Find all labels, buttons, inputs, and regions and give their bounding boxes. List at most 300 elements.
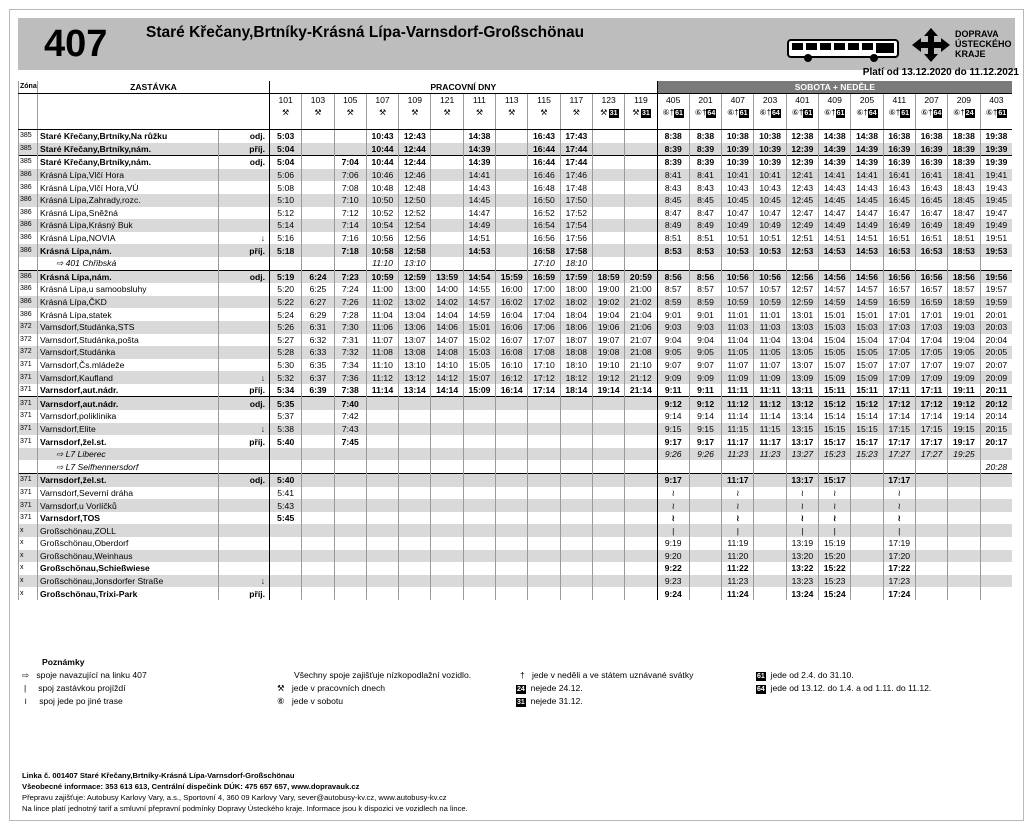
departure-time: 11:17 <box>754 435 786 448</box>
departure-time: 21:00 <box>625 283 657 296</box>
departure-time <box>722 460 754 473</box>
departure-time <box>302 550 334 563</box>
departure-time: 11:09 <box>754 371 786 384</box>
zone-header: Zóna <box>19 81 38 94</box>
departure-time: ≀ <box>657 499 689 512</box>
departure-time <box>302 410 334 423</box>
stop-name: Großschönau,Trixi-Park <box>38 587 219 600</box>
departure-time: 17:10 <box>528 359 560 372</box>
departure-time <box>302 435 334 448</box>
departure-time <box>851 487 883 500</box>
departure-time <box>270 575 302 588</box>
departure-time: 17:06 <box>528 321 560 334</box>
departure-time: 14:49 <box>463 219 495 232</box>
departure-time <box>625 587 657 600</box>
stop-name: Varnsdorf,Kaufland <box>38 371 219 384</box>
departure-time <box>592 537 624 550</box>
departure-time: ≀ <box>819 487 851 500</box>
departure-time: 14:53 <box>851 244 883 257</box>
stop-zone: 385 <box>19 156 38 169</box>
departure-time <box>366 474 398 487</box>
departure-time: 10:38 <box>754 130 786 143</box>
departure-time: 16:39 <box>915 143 947 156</box>
departure-time: 9:26 <box>657 448 689 461</box>
departure-time: 6:37 <box>302 371 334 384</box>
departure-time: 19:11 <box>948 384 980 397</box>
departure-time <box>980 550 1012 563</box>
note-sunday: † jede v neděli a ve státem uznávané svátky <box>520 670 694 680</box>
departure-time: 9:23 <box>657 575 689 588</box>
trip-number: 123 <box>601 95 616 105</box>
departure-time <box>560 397 592 410</box>
departure-time: 11:23 <box>754 448 786 461</box>
departure-time: 10:45 <box>722 194 754 207</box>
departure-time: 10:59 <box>754 296 786 309</box>
departure-time: 17:04 <box>528 308 560 321</box>
departure-time <box>334 487 366 500</box>
departure-time <box>560 460 592 473</box>
pass-through-icon: | <box>24 683 27 693</box>
departure-time: 14:55 <box>463 283 495 296</box>
departure-time: 9:07 <box>689 359 721 372</box>
brand-line-1: DOPRAVA <box>955 29 999 39</box>
departure-time: 8:43 <box>689 181 721 194</box>
departure-time: 15:09 <box>819 371 851 384</box>
departure-time <box>948 474 980 487</box>
departure-time <box>431 244 463 257</box>
departure-time: 15:01 <box>851 308 883 321</box>
timetable-page <box>9 9 1024 821</box>
departure-time: 17:59 <box>560 270 592 283</box>
table-row <box>19 130 1013 143</box>
departure-time <box>915 499 947 512</box>
departure-time: 19:12 <box>592 371 624 384</box>
note-61: 61 jede od 2.4. do 31.10. <box>757 670 854 680</box>
departure-time <box>915 487 947 500</box>
departure-time <box>302 474 334 487</box>
departure-time <box>334 575 366 588</box>
departure-time: 14:47 <box>851 207 883 220</box>
departure-time: 10:43 <box>366 130 398 143</box>
departure-time: 20:14 <box>980 410 1012 423</box>
departure-time: 13:01 <box>786 308 818 321</box>
departure-time: 14:43 <box>819 181 851 194</box>
departure-time <box>366 550 398 563</box>
departure-time: 18:49 <box>948 219 980 232</box>
departure-time <box>496 448 528 461</box>
departure-time: 16:38 <box>883 130 915 143</box>
departure-time: 16:53 <box>915 244 947 257</box>
validity-period: Platí od 13.12.2020 do 11.12.2021 <box>862 67 1019 78</box>
departure-time: 16:07 <box>496 334 528 347</box>
departure-time: 16:58 <box>528 244 560 257</box>
stop-name: Krásná Lípa,statek <box>38 308 219 321</box>
departure-time <box>819 257 851 270</box>
departure-time <box>592 207 624 220</box>
departure-time: 13:59 <box>431 270 463 283</box>
arrival-departure-marker <box>219 550 270 563</box>
departure-time: 10:51 <box>754 232 786 245</box>
departure-time <box>528 435 560 448</box>
departure-time: 9:01 <box>689 308 721 321</box>
departure-time <box>302 194 334 207</box>
departure-time: 11:08 <box>366 346 398 359</box>
departure-time <box>302 207 334 220</box>
table-row <box>19 143 1013 156</box>
departure-time: 9:09 <box>657 371 689 384</box>
arrival-departure-marker <box>219 487 270 500</box>
trip-symbol-icon: ⑥† <box>662 108 675 117</box>
departure-time: 5:45 <box>270 512 302 525</box>
departure-time: 17:24 <box>883 587 915 600</box>
departure-time <box>334 460 366 473</box>
departure-time: 19:00 <box>592 283 624 296</box>
departure-time <box>496 499 528 512</box>
departure-time <box>560 587 592 600</box>
note-64: 64 jede od 13.12. do 1.4. a od 1.11. do 11.12. <box>757 683 932 693</box>
trip-number: 121 <box>439 95 455 105</box>
departure-time <box>496 156 528 169</box>
departure-time: 14:06 <box>431 321 463 334</box>
departure-time: 14:39 <box>851 156 883 169</box>
stop-zone: 371 <box>19 487 38 500</box>
trip-header <box>915 94 947 130</box>
trip-restriction-badge: 64 <box>868 110 877 117</box>
departure-time: 10:43 <box>722 181 754 194</box>
table-row <box>19 244 1013 257</box>
departure-time: 7:04 <box>334 156 366 169</box>
departure-time: 12:39 <box>786 156 818 169</box>
departure-time: 11:04 <box>754 334 786 347</box>
departure-time: 14:45 <box>819 194 851 207</box>
departure-time <box>496 143 528 156</box>
arrival-departure-marker: ↓ <box>219 575 270 588</box>
departure-time <box>625 194 657 207</box>
departure-time: 16:49 <box>915 219 947 232</box>
departure-time: 20:03 <box>980 321 1012 334</box>
departure-time: 19:43 <box>980 181 1012 194</box>
departure-time: 17:48 <box>560 181 592 194</box>
departure-time <box>496 512 528 525</box>
departure-time: 18:38 <box>948 130 980 143</box>
departure-time: 5:12 <box>270 207 302 220</box>
departure-time <box>431 232 463 245</box>
departure-time: 7:34 <box>334 359 366 372</box>
departure-time: 16:41 <box>883 169 915 182</box>
departure-time <box>366 410 398 423</box>
departure-time: 6:39 <box>302 384 334 397</box>
trip-restriction-badge: 24 <box>965 110 974 117</box>
departure-time: 11:23 <box>722 448 754 461</box>
departure-time: 12:56 <box>399 232 431 245</box>
departure-time: 8:59 <box>689 296 721 309</box>
stop-name: Großschönau,Schießwiese <box>38 562 219 575</box>
departure-time: 20:04 <box>980 334 1012 347</box>
departure-time: 5:16 <box>270 232 302 245</box>
stop-zone: x <box>19 587 38 600</box>
departure-time: 5:35 <box>270 397 302 410</box>
table-row <box>19 156 1013 169</box>
departure-time <box>754 487 786 500</box>
stop-name: Varnsdorf,u Vorlíčků <box>38 499 219 512</box>
departure-time <box>689 487 721 500</box>
departure-time <box>366 562 398 575</box>
departure-time <box>754 257 786 270</box>
trip-symbol-icon: ⑥† <box>727 108 739 117</box>
trip-symbol-icon: ⑥† <box>694 108 707 117</box>
departure-time: 13:10 <box>399 257 431 270</box>
departure-time <box>302 562 334 575</box>
departure-time: 11:03 <box>754 321 786 334</box>
departure-time: 6:32 <box>302 334 334 347</box>
departure-time: 8:56 <box>657 270 689 283</box>
departure-time <box>883 257 915 270</box>
departure-time: 18:43 <box>948 181 980 194</box>
departure-time <box>980 512 1012 525</box>
departure-time: 5:40 <box>270 474 302 487</box>
departure-time <box>560 435 592 448</box>
departure-time: 5:04 <box>270 143 302 156</box>
stop-name: Staré Křečany,Brtníky,nám. <box>38 143 219 156</box>
departure-time <box>334 499 366 512</box>
departure-time: 16:46 <box>528 169 560 182</box>
departure-time <box>948 499 980 512</box>
departure-time: 19:05 <box>948 346 980 359</box>
departure-time: 6:27 <box>302 296 334 309</box>
departure-time: 9:20 <box>657 550 689 563</box>
departure-time: 18:59 <box>948 296 980 309</box>
departure-time <box>496 460 528 473</box>
departure-time <box>625 524 657 537</box>
table-row <box>19 384 1013 397</box>
departure-time: 5:14 <box>270 219 302 232</box>
departure-time: 17:05 <box>883 346 915 359</box>
trip-restriction-badge: 64 <box>772 110 780 117</box>
departure-time: 17:03 <box>883 321 915 334</box>
departure-time: 13:14 <box>399 384 431 397</box>
departure-time: 17:10 <box>528 257 560 270</box>
departure-time: 5:28 <box>270 346 302 359</box>
departure-time: 16:08 <box>496 346 528 359</box>
departure-time: 5:27 <box>270 334 302 347</box>
departure-time: 8:57 <box>657 283 689 296</box>
departure-time <box>786 460 818 473</box>
departure-time: 13:00 <box>399 283 431 296</box>
departure-time <box>366 448 398 461</box>
departure-time: 8:47 <box>657 207 689 220</box>
departure-time <box>463 423 495 436</box>
departure-time <box>496 550 528 563</box>
departure-time <box>560 487 592 500</box>
departure-time: 8:49 <box>689 219 721 232</box>
stop-zone: 371 <box>19 397 38 410</box>
departure-time: 17:07 <box>528 334 560 347</box>
departure-time <box>399 575 431 588</box>
stop-name: ⇨ L7 Seifhennersdorf <box>38 460 219 473</box>
stop-name: Varnsdorf,Severní dráha <box>38 487 219 500</box>
departure-time <box>302 448 334 461</box>
departure-time <box>592 448 624 461</box>
trip-number: 401 <box>795 95 810 105</box>
departure-time: 19:14 <box>948 410 980 423</box>
departure-time <box>592 194 624 207</box>
departure-time: 17:27 <box>883 448 915 461</box>
departure-time: 14:07 <box>431 334 463 347</box>
trip-symbol-icon: ⚒ <box>600 108 608 117</box>
departure-time: ≀ <box>819 499 851 512</box>
stop-name: Krásná Lípa,u samoobsluhy <box>38 283 219 296</box>
departure-time: 14:12 <box>431 371 463 384</box>
departure-time <box>948 575 980 588</box>
departure-time <box>592 219 624 232</box>
departure-time: 18:14 <box>560 384 592 397</box>
trip-number: 103 <box>310 95 326 105</box>
departure-time <box>528 550 560 563</box>
departure-time: 17:23 <box>883 575 915 588</box>
stop-name: Krásná Lípa,Zahrady,rozc. <box>38 194 219 207</box>
departure-time <box>980 587 1012 600</box>
arrival-departure-marker <box>219 308 270 321</box>
departure-time: 13:17 <box>786 435 818 448</box>
arrival-departure-marker <box>219 512 270 525</box>
table-row <box>19 474 1013 487</box>
departure-time: 15:12 <box>851 397 883 410</box>
departure-time: 7:32 <box>334 346 366 359</box>
departure-time <box>754 537 786 550</box>
departure-time <box>366 512 398 525</box>
departure-time <box>689 499 721 512</box>
arrival-departure-marker <box>219 219 270 232</box>
departure-time <box>851 575 883 588</box>
departure-time: 20:12 <box>980 397 1012 410</box>
departure-time: 13:08 <box>399 346 431 359</box>
trip-number: 405 <box>666 95 681 105</box>
departure-time <box>851 257 883 270</box>
stop-name: Varnsdorf,Studánka,pošta <box>38 334 219 347</box>
departure-time: 17:17 <box>915 435 947 448</box>
departure-time <box>528 487 560 500</box>
arrival-departure-marker <box>219 296 270 309</box>
stop-name: Varnsdorf,poliklinika <box>38 410 219 423</box>
departure-time: 19:49 <box>980 219 1012 232</box>
departure-time: 10:52 <box>366 207 398 220</box>
departure-time <box>754 512 786 525</box>
stop-name: ⇨ 401 Chřibská <box>38 257 219 270</box>
departure-time: 9:04 <box>657 334 689 347</box>
arrival-departure-marker <box>219 169 270 182</box>
departure-time: 12:50 <box>399 194 431 207</box>
departure-time: 9:17 <box>657 474 689 487</box>
departure-time: 19:15 <box>948 423 980 436</box>
departure-time: 15:11 <box>819 384 851 397</box>
departure-time <box>399 423 431 436</box>
trip-symbol-icon: ⑥† <box>920 108 933 117</box>
stop-zone: 371 <box>19 474 38 487</box>
departure-time: 9:11 <box>657 384 689 397</box>
stop-zone: 386 <box>19 296 38 309</box>
arrival-departure-marker <box>219 460 270 473</box>
departure-time: 18:08 <box>560 346 592 359</box>
departure-time: 12:49 <box>786 219 818 232</box>
trip-header <box>560 94 592 130</box>
trip-header <box>722 94 754 130</box>
stop-zone: 371 <box>19 512 38 525</box>
departure-time <box>431 499 463 512</box>
note-61-badge: 61 <box>757 673 765 680</box>
departure-time: 9:03 <box>689 321 721 334</box>
stop-zone: x <box>19 550 38 563</box>
departure-time: 19:04 <box>948 334 980 347</box>
departure-time: 18:56 <box>948 270 980 283</box>
departure-time <box>496 130 528 143</box>
departure-time <box>689 460 721 473</box>
departure-time: 14:57 <box>851 283 883 296</box>
trip-header <box>334 94 366 130</box>
departure-time <box>560 537 592 550</box>
departure-time: 7:26 <box>334 296 366 309</box>
stop-name: Großschönau,Oberdorf <box>38 537 219 550</box>
stop-zone: 386 <box>19 181 38 194</box>
departure-time <box>915 587 947 600</box>
trip-header <box>302 94 334 130</box>
departure-time <box>948 512 980 525</box>
departure-time <box>592 257 624 270</box>
departure-time: 10:38 <box>722 130 754 143</box>
bus-icon <box>786 38 902 64</box>
departure-time: 20:11 <box>980 384 1012 397</box>
departure-time: 15:23 <box>819 448 851 461</box>
departure-time <box>560 562 592 575</box>
departure-time: 8:57 <box>689 283 721 296</box>
stop-zone: 386 <box>19 194 38 207</box>
departure-time <box>270 562 302 575</box>
departure-time: 18:59 <box>592 270 624 283</box>
departure-time: 11:10 <box>366 359 398 372</box>
departure-time <box>399 397 431 410</box>
departure-time <box>431 194 463 207</box>
departure-time: 17:08 <box>528 346 560 359</box>
table-row <box>19 562 1013 575</box>
departure-time <box>754 550 786 563</box>
departure-time: 10:57 <box>754 283 786 296</box>
departure-time <box>463 512 495 525</box>
table-row <box>19 524 1013 537</box>
departure-time: 12:44 <box>399 156 431 169</box>
departure-time <box>431 550 463 563</box>
stop-zone: 386 <box>19 308 38 321</box>
trip-restriction-badge: 61 <box>998 110 1007 117</box>
note-connection: ⇨ spoje navazující na linku 407 <box>22 670 147 680</box>
trip-header <box>496 94 528 130</box>
departure-time: 9:14 <box>689 410 721 423</box>
departure-time: | <box>722 524 754 537</box>
sunday-icon: † <box>520 670 525 680</box>
departure-time <box>270 448 302 461</box>
trip-number: 109 <box>407 95 422 105</box>
departure-time: 10:43 <box>754 181 786 194</box>
trip-header <box>399 94 431 130</box>
departure-time: 16:57 <box>883 283 915 296</box>
departure-time: 11:17 <box>722 474 754 487</box>
departure-time: | <box>883 524 915 537</box>
departure-time <box>689 550 721 563</box>
departure-time: 19:39 <box>980 143 1012 156</box>
departure-time <box>496 537 528 550</box>
departure-time: 10:47 <box>754 207 786 220</box>
table-row <box>19 587 1013 600</box>
departure-time <box>689 537 721 550</box>
departure-time: 13:04 <box>786 334 818 347</box>
